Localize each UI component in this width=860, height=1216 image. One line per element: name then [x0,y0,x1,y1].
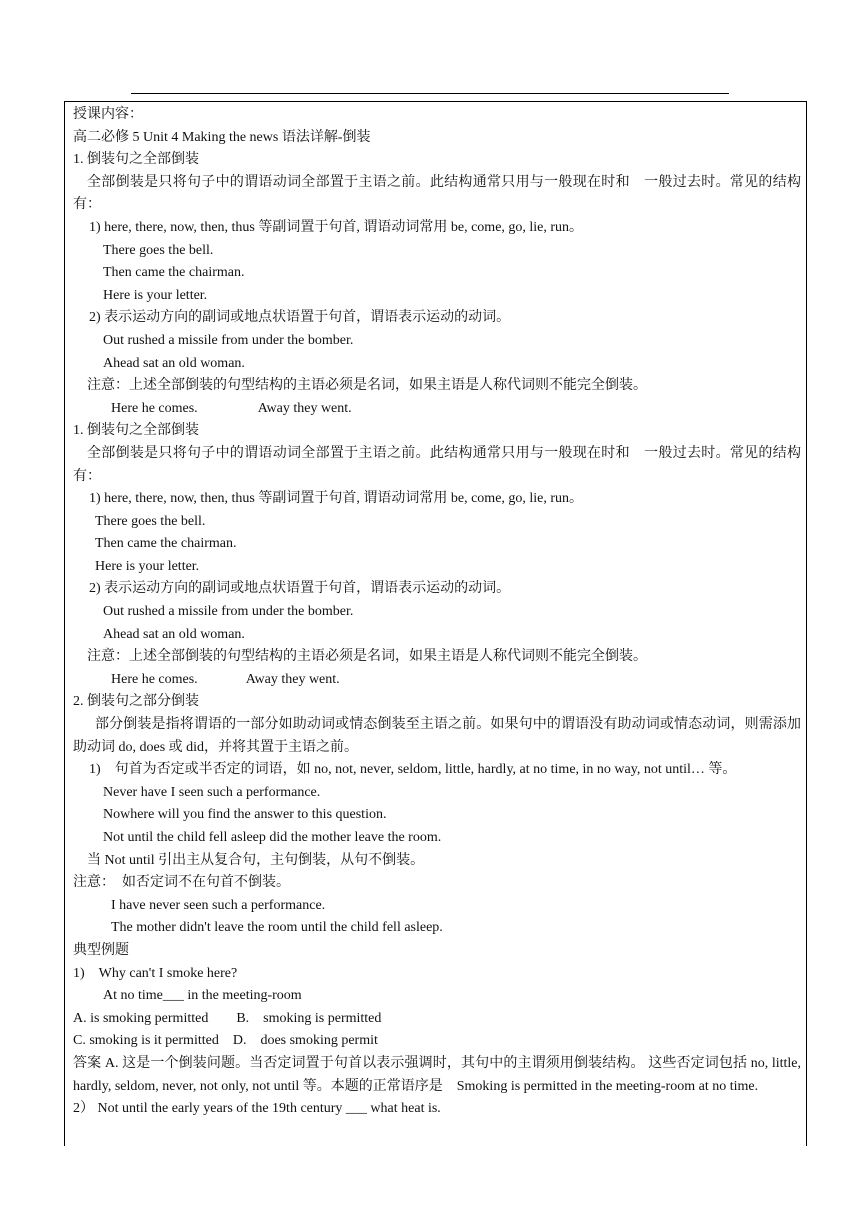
example-sentence: Then came the chairman. [103,265,245,281]
title-label: 授课内容： [73,107,143,122]
note-text: 当 Not until 引出主从复合句，主句倒装，从句不倒装。 [87,852,425,868]
example-sentence: I have never seen such a performance. [111,897,326,913]
subject-title: 高二必修 5 Unit 4 Making the news 语法详解-倒装 [73,129,371,145]
question-1-stem: At no time___ in the meeting-room [103,988,302,1004]
example-sentence: The mother didn't leave the room until the child fell asleep. [111,920,443,936]
header-rule [131,93,729,94]
section-heading: 1. 倒装句之全部倒装 [73,423,199,439]
example-sentence: Here is your letter. [95,558,200,574]
example-sentence: Out rushed a missile from under the bomber. [103,332,354,348]
example-sentence: There goes the bell. [95,513,206,529]
rule-item: 2) 表示运动方向的副词或地点状语置于句首，谓语表示运动的动词。 [89,581,511,597]
question-2: 2） Not until the early years of the 19th century ___ what heat is. [73,1101,441,1117]
example-sentence: Here is your letter. [103,287,208,303]
example-sentence: There goes the bell. [103,242,214,258]
answer-explanation: 答案 A. 这是一个倒装问题。当否定词置于句首以表示强调时，其句中的主谓须用倒装结构。 这些否定词包括 no, little, hardly, seldom, never, not only, not until 等。本题的正常语序是 Smoking is permitted in the meeting-room at no time. [73,1055,801,1094]
note-text: 注意： 如否定词不在句首不倒装。 [73,875,290,891]
rule-item: 1) 句首为否定或半否定的词语，如 no, not, never, seldom, little, hardly, at no time, in no way, not until… 等。 [89,762,737,778]
question-1: 1) Why can't I smoke here? [73,965,238,981]
note-examples: Here he comes. Away they went. [111,400,352,416]
rule-item: 1) here, there, now, then, thus 等副词置于句首, 谓语动词常用 be, come, go, lie, run。 [89,491,584,507]
rule-item: 2) 表示运动方向的副词或地点状语置于句首，谓语表示运动的动词。 [89,310,511,326]
example-sentence: Nowhere will you find the answer to this question. [103,807,387,823]
examples-heading: 典型例题 [73,942,129,958]
section-intro: 全部倒装是只将句子中的谓语动词全部置于主语之前。此结构通常只用与一般现在时和 一般过去时。常见的结构有： [73,445,801,484]
lesson-content [73,104,801,1121]
example-sentence: Then came the chairman. [95,536,237,552]
note-text: 注意：上述全部倒装的句型结构的主语必须是名词，如果主语是人称代词则不能完全倒装。 [87,378,647,394]
example-sentence: Ahead sat an old woman. [103,626,245,642]
note-examples: Here he comes. Away they went. [111,671,340,687]
example-sentence: Out rushed a missile from under the bomber. [103,604,354,620]
rule-item: 1) here, there, now, then, thus 等副词置于句首, 谓语动词常用 be, come, go, lie, run。 [89,219,584,235]
section-heading: 1. 倒装句之全部倒装 [73,152,199,168]
section-intro: 全部倒装是只将句子中的谓语动词全部置于主语之前。此结构通常只用与一般现在时和 一般过去时。常见的结构有： [73,174,801,213]
question-1-options: A. is smoking permitted B. smoking is permitted [73,1010,382,1026]
question-1-options: C. smoking is it permitted D. does smoking permit [73,1033,378,1049]
example-sentence: Ahead sat an old woman. [103,355,245,371]
section-heading: 2. 倒装句之部分倒装 [73,694,199,710]
note-text: 注意：上述全部倒装的句型结构的主语必须是名词，如果主语是人称代词则不能完全倒装。 [87,649,647,665]
example-sentence: Never have I seen such a performance. [103,784,321,800]
section-intro: 部分倒装是指将谓语的一部分如助动词或情态倒装至主语之前。如果句中的谓语没有助动词或情态动词，则需添加助动词 do, does 或 did，并将其置于主语之前。 [73,717,801,755]
example-sentence: Not until the child fell asleep did the mother leave the room. [103,830,442,845]
